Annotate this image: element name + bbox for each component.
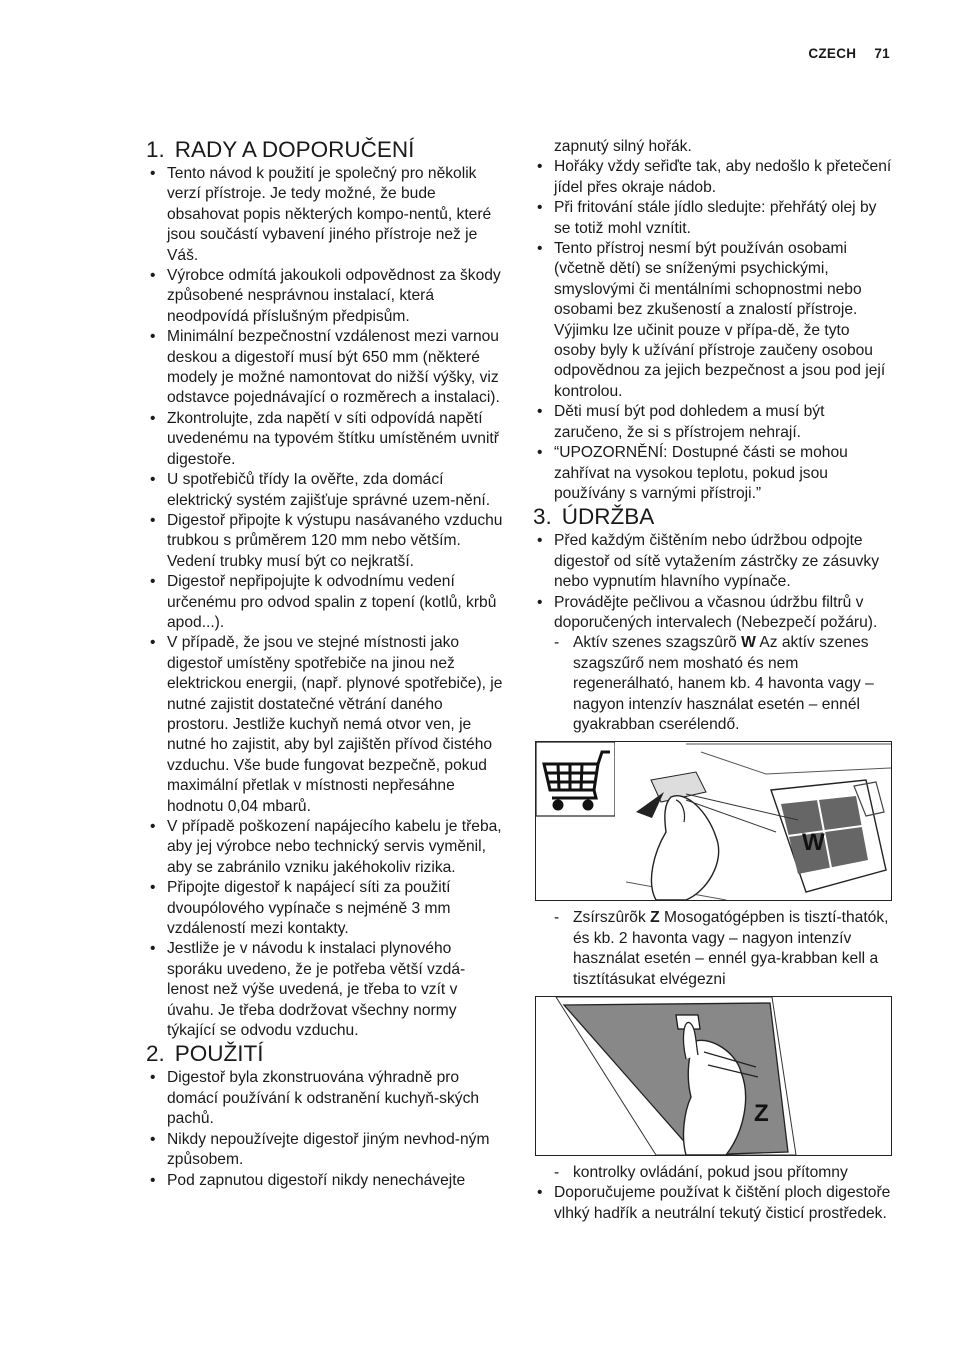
list-item: • Hořáky vždy seřiďte tak, aby nedošlo k přetečení jídel přes okraje nádob. — [533, 157, 895, 198]
list-item: • Připojte digestoř k napájecí síti za použití dvoupólového vypínače s nejméně 3 mm vzdáleností mezi kontakty. — [146, 878, 506, 939]
dash-bold-letter: Z — [650, 909, 660, 927]
figure-label-z: Z — [754, 1100, 769, 1127]
section-2-list-continued — [533, 157, 895, 504]
figure-label-w: W — [802, 829, 825, 857]
section-1-number: 1. — [146, 137, 165, 162]
continuation-text: zapnutý silný hořák. — [554, 138, 692, 155]
list-item: • Nikdy nepoužívejte digestoř jiným nevhod-ným způsobem. — [146, 1130, 506, 1171]
dash-text: Zsírszûrõk — [573, 909, 651, 927]
list-item: • Před každým čištěním nebo údržbou odpojte digestoř od sítě vytažením zástrčky ze zásuvky nebo vypnutím hlavního vypínače. — [533, 531, 895, 592]
section-3-list-end — [533, 1163, 895, 1224]
list-item: • V případě, že jsou ve stejné místnosti jako digestoř umístěny spotřebiče na jinou než elektrickou energii, (např. plynové spotřebiče), je nutné zajistit dostatečné větrání daného prostoru. Jestliže kuchyň nemá otvor ven, je nutné ho zajistit, aby byl zajištěn přívod čistého vzduchu. Vše bude fungovat bezpečně, pokud maximální přetlak v místnosti nepřesáhne hodnotu 0,04 mbarů. — [146, 633, 506, 817]
section-3-list-dash-2 — [533, 908, 895, 990]
section-1-heading — [146, 137, 506, 163]
section-3-title: ÚDRŽBA — [561, 504, 655, 530]
section-1-title: RADY A DOPORUČENÍ — [174, 137, 415, 162]
list-item: • Zkontrolujte, zda napětí v síti odpovídá napětí uvedenému na typovém štítku umístěném uvnitř digestoře. — [146, 409, 506, 470]
list-item: • Tento návod k použití je společný pro několik verzí přístroje. Je tedy možné, že bude obsahovat popis některých kompo-nentů, které jsou součástí vybavení jiného přístroje než je Váš. — [146, 164, 506, 266]
list-item: • Digestoř byla zkonstruována výhradně pro domácí používání k odstranění kuchyň-ských pachů. — [146, 1068, 506, 1129]
dash-item-charcoal-filter — [533, 633, 895, 735]
section-2-title: POUŽITÍ — [174, 1041, 264, 1067]
list-item: • Při fritování stále jídlo sledujte: přehřátý olej by se totiž mohl vznítit. — [533, 198, 895, 239]
list-item: • Provádějte pečlivou a včasnou údržbu filtrů v doporučených intervalech (Nebezpečí požáru). — [533, 593, 895, 634]
section-3-heading — [533, 504, 895, 530]
dash-item-grease-filter — [533, 908, 895, 990]
list-item: • Děti musí být pod dohledem a musí být zaručeno, že si s přístrojem nehrají. — [533, 402, 895, 443]
dash-bold-letter: W — [741, 634, 756, 652]
section-2-number: 2. — [146, 1041, 165, 1067]
grease-filter-figure — [535, 996, 892, 1156]
list-item: • Digestoř připojte k výstupu nasávaného vzduchu trubkou s průměrem 120 mm nebo větším. Vedení trubky musí být co nejkratší. — [146, 511, 506, 572]
section-2-list — [146, 1068, 506, 1190]
list-item: • U spotřebičů třídy Ia ověřte, zda domácí elektrický systém zajišťuje správné uzem-nění. — [146, 470, 506, 511]
language-label: CZECH — [808, 46, 857, 61]
list-item: • V případě poškození napájecího kabelu je třeba, aby jej výrobce nebo technický servis vyměnil, aby se zabránilo vzniku jakéhokoliv rizika. — [146, 817, 506, 878]
list-item: • Minimální bezpečnostní vzdálenost mezi varnou deskou a digestoří musí být 650 mm (některé modely je možné namontovat do nižší výšky, viz odstavce pojednávající o rozměrech a instalaci). — [146, 327, 506, 409]
section-3-list — [533, 531, 895, 735]
list-item: • “UPOZORNĚNÍ: Dostupné části se mohou zahřívat na vysokou teplotu, pokud jsou používány s varnými přístroji.” — [533, 443, 895, 504]
section-3-number: 3. — [533, 504, 552, 530]
dash-text: Az aktív szenes szagszűrő nem mosható és nem regenerálható, hanem kb. 4 havonta vagy – nagyon intenzív használat esetén – ennél gyakrabban cserélendő. — [573, 634, 874, 733]
left-column — [146, 137, 506, 1191]
dash-item-controls: - kontrolky ovládání, pokud jsou přítomny — [533, 1163, 895, 1183]
section-2-heading — [146, 1041, 506, 1067]
page-header — [808, 46, 890, 61]
section-1-list — [146, 164, 506, 1041]
list-item: • Doporučujeme používat k čištění ploch digestoře vlhký hadřík a neutrální tekutý čisticí prostředek. — [533, 1183, 895, 1224]
charcoal-filter-figure — [535, 741, 892, 901]
list-item: • Jestliže je v návodu k instalaci plynového sporáku uvedeno, že je potřeba větší vzdá-lenost než výše uvedená, je třeba to vzít v úvahu. Je třeba dodržovat všechny normy týkající se odvodu vzduchu. — [146, 939, 506, 1041]
list-item: • Digestoř nepřipojujte k odvodnímu vedení určenému pro odvod spalin z topení (kotlů, krbů apod...). — [146, 572, 506, 633]
list-item: • Tento přístroj nesmí být používán osobami (včetně dětí) se sníženými psychickými, smyslovými či mentálními schopnostmi nebo osobami bez zkušeností a znalostí přístroje. Výjimku lze učinit pouze v přípa-dě, že tyto osoby byly k užívání přístroje zaučeny osobou odpovědnou za jejich bezpečnost a jsou pod její kontrolou. — [533, 239, 895, 402]
list-item: • Výrobce odmítá jakoukoli odpovědnost za škody způsobené nesprávnou instalací, která neodpovídá příslušným předpisům. — [146, 266, 506, 327]
dash-text: Mosogatógépben is tisztí-thatók, és kb. 2 havonta vagy – nagyon intenzív használat esetén – ennél gya-krabban kell a tisztításukat elvégezni — [573, 909, 889, 988]
list-item: • Pod zapnutou digestoří nikdy nenechávejte — [146, 1171, 506, 1191]
dash-text: Aktív szenes szagszûrõ — [573, 634, 742, 652]
page-number: 71 — [874, 46, 890, 61]
right-column — [533, 137, 895, 1224]
